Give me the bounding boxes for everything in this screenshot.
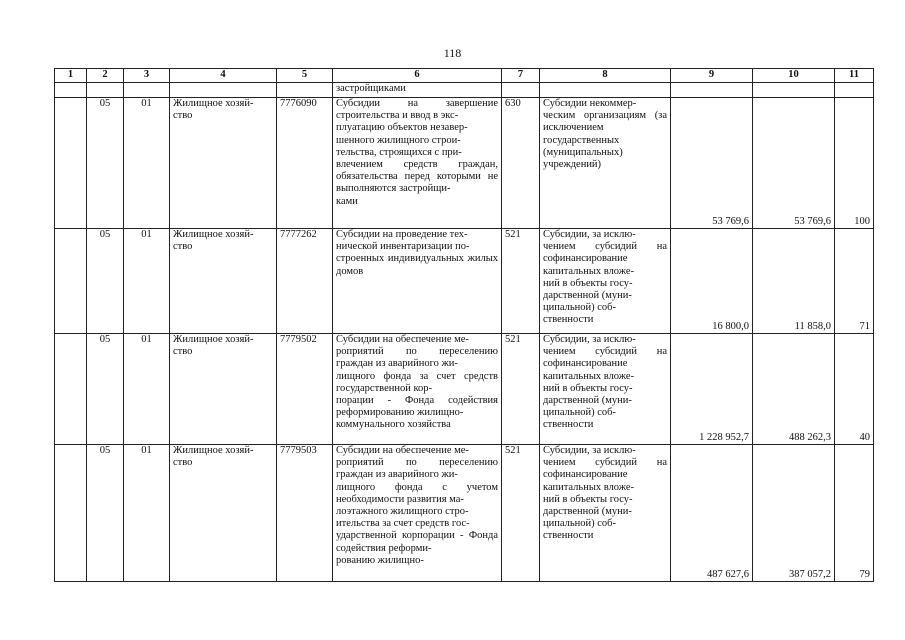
executed-amount: 387 057,2 xyxy=(753,445,835,582)
executed-amount: 488 262,3 xyxy=(753,334,835,445)
column-header: 3 xyxy=(124,69,170,83)
execution-percent: 79 xyxy=(835,445,874,582)
cell-empty xyxy=(55,98,87,229)
subsection-code: 01 xyxy=(124,334,170,445)
execution-percent: 40 xyxy=(835,334,874,445)
expense-type-name: Субсидии, за исклю- чением субсидий на софинансирование капитальных вложе- ний в объекты госу- дарственной (муни- ципальной) соб- ственности xyxy=(540,445,671,582)
table-row xyxy=(55,445,874,582)
expense-type-code: 521 xyxy=(502,445,540,582)
expense-type-name: Субсидии некоммер- ческим организациям (за исключением государственных (муниципальных) учреждений) xyxy=(540,98,671,229)
column-header: 10 xyxy=(753,69,835,83)
subsection-code: 01 xyxy=(124,229,170,334)
planned-amount: 1 228 952,7 xyxy=(671,334,753,445)
column-header: 11 xyxy=(835,69,874,83)
column-header: 4 xyxy=(170,69,277,83)
target-code: 7776090 xyxy=(277,98,333,229)
expense-type-name: Субсидии, за исклю- чением субсидий на софинансирование капитальных вложе- ний в объекты госу- дарственной (муни- ципальной) соб- ственности xyxy=(540,229,671,334)
column-header: 7 xyxy=(502,69,540,83)
subsection-code: 01 xyxy=(124,445,170,582)
page-number: 118 xyxy=(443,46,462,60)
subsection-code: 01 xyxy=(124,98,170,229)
section-code: 05 xyxy=(87,229,124,334)
column-header: 8 xyxy=(540,69,671,83)
budget-table xyxy=(54,68,874,582)
item-description: Субсидии на обеспечение ме- роприятий по переселению граждан из аварийного жи- лищного фонда за счет средств государственной кор- порации - Фонда содействия реформированию жилищно- коммунального хозяйства xyxy=(333,334,502,445)
continuation-text: застройщиками xyxy=(333,83,502,98)
execution-percent: 100 xyxy=(835,98,874,229)
column-header: 2 xyxy=(87,69,124,83)
target-code: 7777262 xyxy=(277,229,333,334)
section-name: Жилищное хозяй- ство xyxy=(170,229,277,334)
cell-empty xyxy=(55,229,87,334)
section-code: 05 xyxy=(87,445,124,582)
table-row xyxy=(55,229,874,334)
expense-type-code: 521 xyxy=(502,334,540,445)
table-row xyxy=(55,334,874,445)
column-header: 9 xyxy=(671,69,753,83)
executed-amount: 53 769,6 xyxy=(753,98,835,229)
target-code: 7779502 xyxy=(277,334,333,445)
header-row xyxy=(55,69,874,83)
cell-empty xyxy=(55,334,87,445)
target-code: 7779503 xyxy=(277,445,333,582)
execution-percent: 71 xyxy=(835,229,874,334)
continuation-row xyxy=(55,83,874,98)
section-name: Жилищное хозяй- ство xyxy=(170,98,277,229)
expense-type-code: 630 xyxy=(502,98,540,229)
column-header: 6 xyxy=(333,69,502,83)
planned-amount: 16 800,0 xyxy=(671,229,753,334)
expense-type-code: 521 xyxy=(502,229,540,334)
column-header: 1 xyxy=(55,69,87,83)
table-row xyxy=(55,98,874,229)
column-header: 5 xyxy=(277,69,333,83)
planned-amount: 487 627,6 xyxy=(671,445,753,582)
expense-type-name: Субсидии, за исклю- чением субсидий на софинансирование капитальных вложе- ний в объекты госу- дарственной (муни- ципальной) соб- ственности xyxy=(540,334,671,445)
item-description: Субсидии на обеспечение ме- роприятий по переселению граждан из аварийного жи- лищного фонда с учетом необходимости развития ма- лоэтажного жилищного стро- ительства за счет средств гос- ударственной корпорации - Фонда содействия реформи- рованию жилищно- xyxy=(333,445,502,582)
planned-amount: 53 769,6 xyxy=(671,98,753,229)
item-description: Субсидии на завершение строительства и ввод в экс- плуатацию объектов незавер- шенного жилищного строи- тельства, строящихся с при- влечением средств граждан, обязательства перед которыми не выполняются застройщи- ками xyxy=(333,98,502,229)
item-description: Субсидии на проведение тех- нической инвентаризации по- строенных индивидуальных жилых домов xyxy=(333,229,502,334)
section-name: Жилищное хозяй- ство xyxy=(170,445,277,582)
section-code: 05 xyxy=(87,334,124,445)
executed-amount: 11 858,0 xyxy=(753,229,835,334)
section-name: Жилищное хозяй- ство xyxy=(170,334,277,445)
cell-empty xyxy=(55,445,87,582)
section-code: 05 xyxy=(87,98,124,229)
